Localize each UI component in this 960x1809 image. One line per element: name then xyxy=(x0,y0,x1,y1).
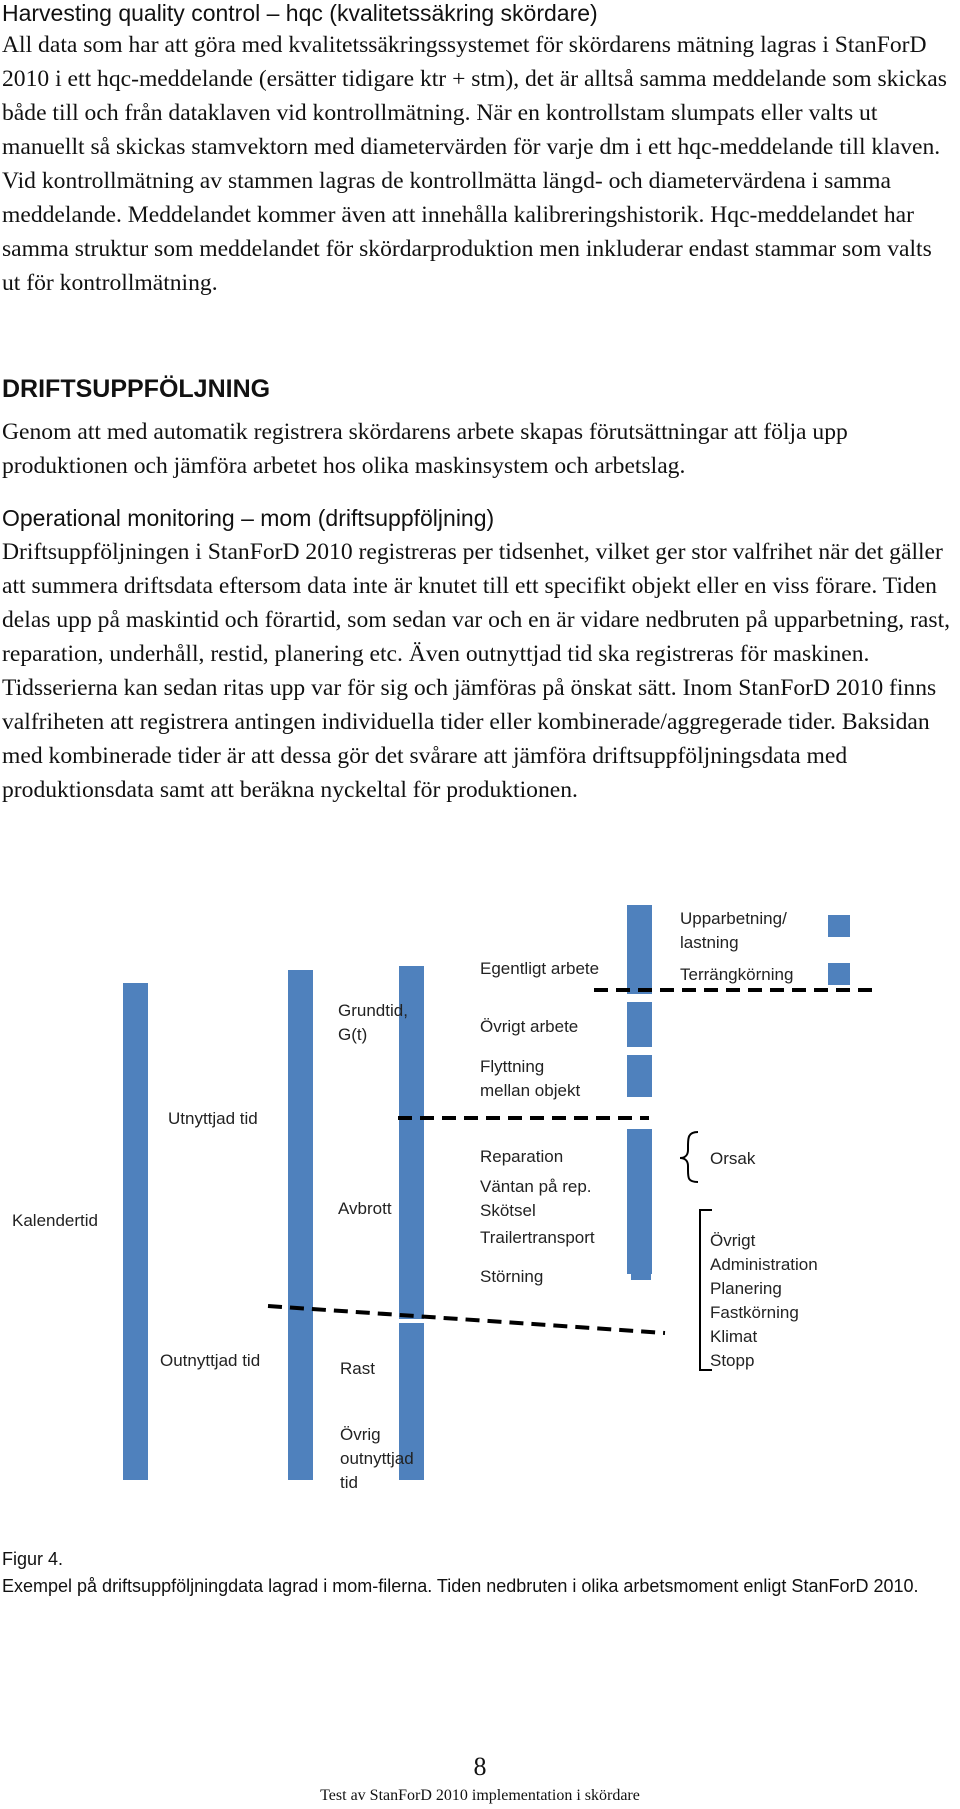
label-utnyttjad-tid: Utnyttjad tid xyxy=(168,1109,258,1128)
separator-line-outnyttjad xyxy=(268,1306,665,1333)
label-outnyttjad-tid: Outnyttjad tid xyxy=(160,1351,261,1370)
bar-rast xyxy=(399,1323,424,1400)
label-kalendertid: Kalendertid xyxy=(12,1211,99,1230)
label-egentligt-arbete: Egentligt arbete xyxy=(480,959,600,978)
box-terrangkorning xyxy=(828,963,850,985)
label-ovrigt-arbete: Övrigt arbete xyxy=(480,1017,579,1036)
paragraph-hqc: All data som har att göra med kvalitetssäkringssystemet för skördarens mätning lagras i StanForD 2010 i ett hqc-meddelande (ersätter tidigare ktr + stm), det är alltså samma meddelande som skickas både till och från dataklaven vid kontrollmätning. När en kontrollstam slumpats eller valts ut manuellt så skickas stamvektorn med diametervärden för varje dm i ett hqc-meddelande till klaven. Vid kontrollmätning av stammen lagras de kontrollmätta längd- och diametervärdena i samma meddelande. Meddelandet kommer även att innehålla kalibreringshistorik. Hqc-meddelandet har samma struktur som meddelandet för skördarproduktion men inkluderar endast stammar som valts ut för kontrollmätning. xyxy=(2,32,947,296)
diagram-brackets xyxy=(680,1132,712,1370)
label-outnyttjad: outnyttjad xyxy=(340,1449,414,1468)
label-administration: Administration xyxy=(710,1255,818,1274)
label-storning: Störning xyxy=(480,1267,544,1286)
label-ovrig: Övrig xyxy=(340,1425,381,1444)
label-orsak: Orsak xyxy=(710,1149,756,1168)
label-klimat: Klimat xyxy=(710,1327,758,1346)
label-skotsel: Skötsel xyxy=(480,1201,536,1220)
label-avbrott: Avbrott xyxy=(338,1199,392,1218)
label-lastning: lastning xyxy=(680,933,739,952)
paragraph-mom: Driftsuppföljningen i StanForD 2010 registreras per tidsenhet, vilket ger stor valfrihet när det gäller att summera driftsdata eftersom data inte är knutet till ett specifikt objekt eller en viss förare. Tiden delas upp på maskintid och förartid, som sedan var och en är vidare nedbruten på upparbetning, rast, reparation, underhåll, restid, planering etc. Även outnyttjad tid ska registreras för maskinen. Tidsserierna kan sedan ritas upp var för sig och jämföras på önskat sätt. Inom StanForD 2010 finns valfriheten att registrera antingen individuella tider eller kombinerade/aggregerade tider. Baksidan med kombinerade tider är att dessa gör det svårare att jämföra driftsuppföljningsdata med produktionsdata samt att beräkna nyckeltal för produktionen. xyxy=(2,539,951,803)
box-trailertransport xyxy=(631,1225,651,1245)
label-vantan: Väntan på rep. xyxy=(480,1177,592,1196)
label-terrangkorning: Terrängkörning xyxy=(680,965,794,984)
bar-ovrigt-arbete xyxy=(627,1002,652,1047)
time-breakdown-diagram xyxy=(0,890,960,1510)
bar-egentligt-arbete xyxy=(627,905,652,994)
label-tid: tid xyxy=(340,1473,358,1492)
bar-kalendertid xyxy=(123,983,148,1480)
section-heading-mom: Operational monitoring – mom (driftsuppföljning) xyxy=(2,505,495,531)
label-grundtid-gt: G(t) xyxy=(338,1025,368,1044)
box-storning xyxy=(631,1260,651,1280)
figure-caption: Exempel på driftsuppföljningdata lagrad i mom-filerna. Tiden nedbruten i olika arbetsmoment enligt StanForD 2010. xyxy=(2,1576,919,1596)
paragraph-driftsuppfoljning: Genom att med automatik registrera skördarens arbete skapas förutsättningar att följa upp produktionen och jämföra arbetet hos olika maskinsystem och arbetslag. xyxy=(2,419,848,479)
label-grundtid: Grundtid, xyxy=(338,1001,408,1020)
bar-avbrott xyxy=(399,1136,424,1319)
label-flyttning: Flyttning xyxy=(480,1057,545,1076)
label-mellan-objekt: mellan objekt xyxy=(480,1081,581,1100)
page-number: 8 xyxy=(473,1752,487,1781)
label-trailertransport: Trailertransport xyxy=(480,1228,595,1247)
box-skotsel xyxy=(631,1199,651,1219)
section-heading-hqc: Harvesting quality control – hqc (kvalitetssäkring skördare) xyxy=(2,0,598,26)
label-stopp: Stopp xyxy=(710,1351,755,1370)
box-vantan xyxy=(631,1173,651,1193)
label-fastkorning: Fastkörning xyxy=(710,1303,799,1322)
label-reparation: Reparation xyxy=(480,1147,564,1166)
running-footer: Test av StanForD 2010 implementation i skördare xyxy=(320,1787,640,1804)
label-rast: Rast xyxy=(340,1359,375,1378)
bar-outnyttjad-tid xyxy=(288,1324,313,1480)
label-upparbetning: Upparbetning/ xyxy=(680,909,787,928)
label-planering: Planering xyxy=(710,1279,782,1298)
bar-utnyttjad-tid xyxy=(288,970,313,1348)
brace-orsak xyxy=(680,1132,698,1182)
section-heading-driftsuppfoljning: DRIFTSUPPFÖLJNING xyxy=(2,375,271,403)
bar-flyttning xyxy=(627,1055,652,1097)
figure-number: Figur 4. xyxy=(2,1549,64,1569)
box-upparbetning xyxy=(828,915,850,937)
label-ovrigt: Övrigt xyxy=(710,1231,756,1250)
box-reparation xyxy=(631,1145,651,1165)
